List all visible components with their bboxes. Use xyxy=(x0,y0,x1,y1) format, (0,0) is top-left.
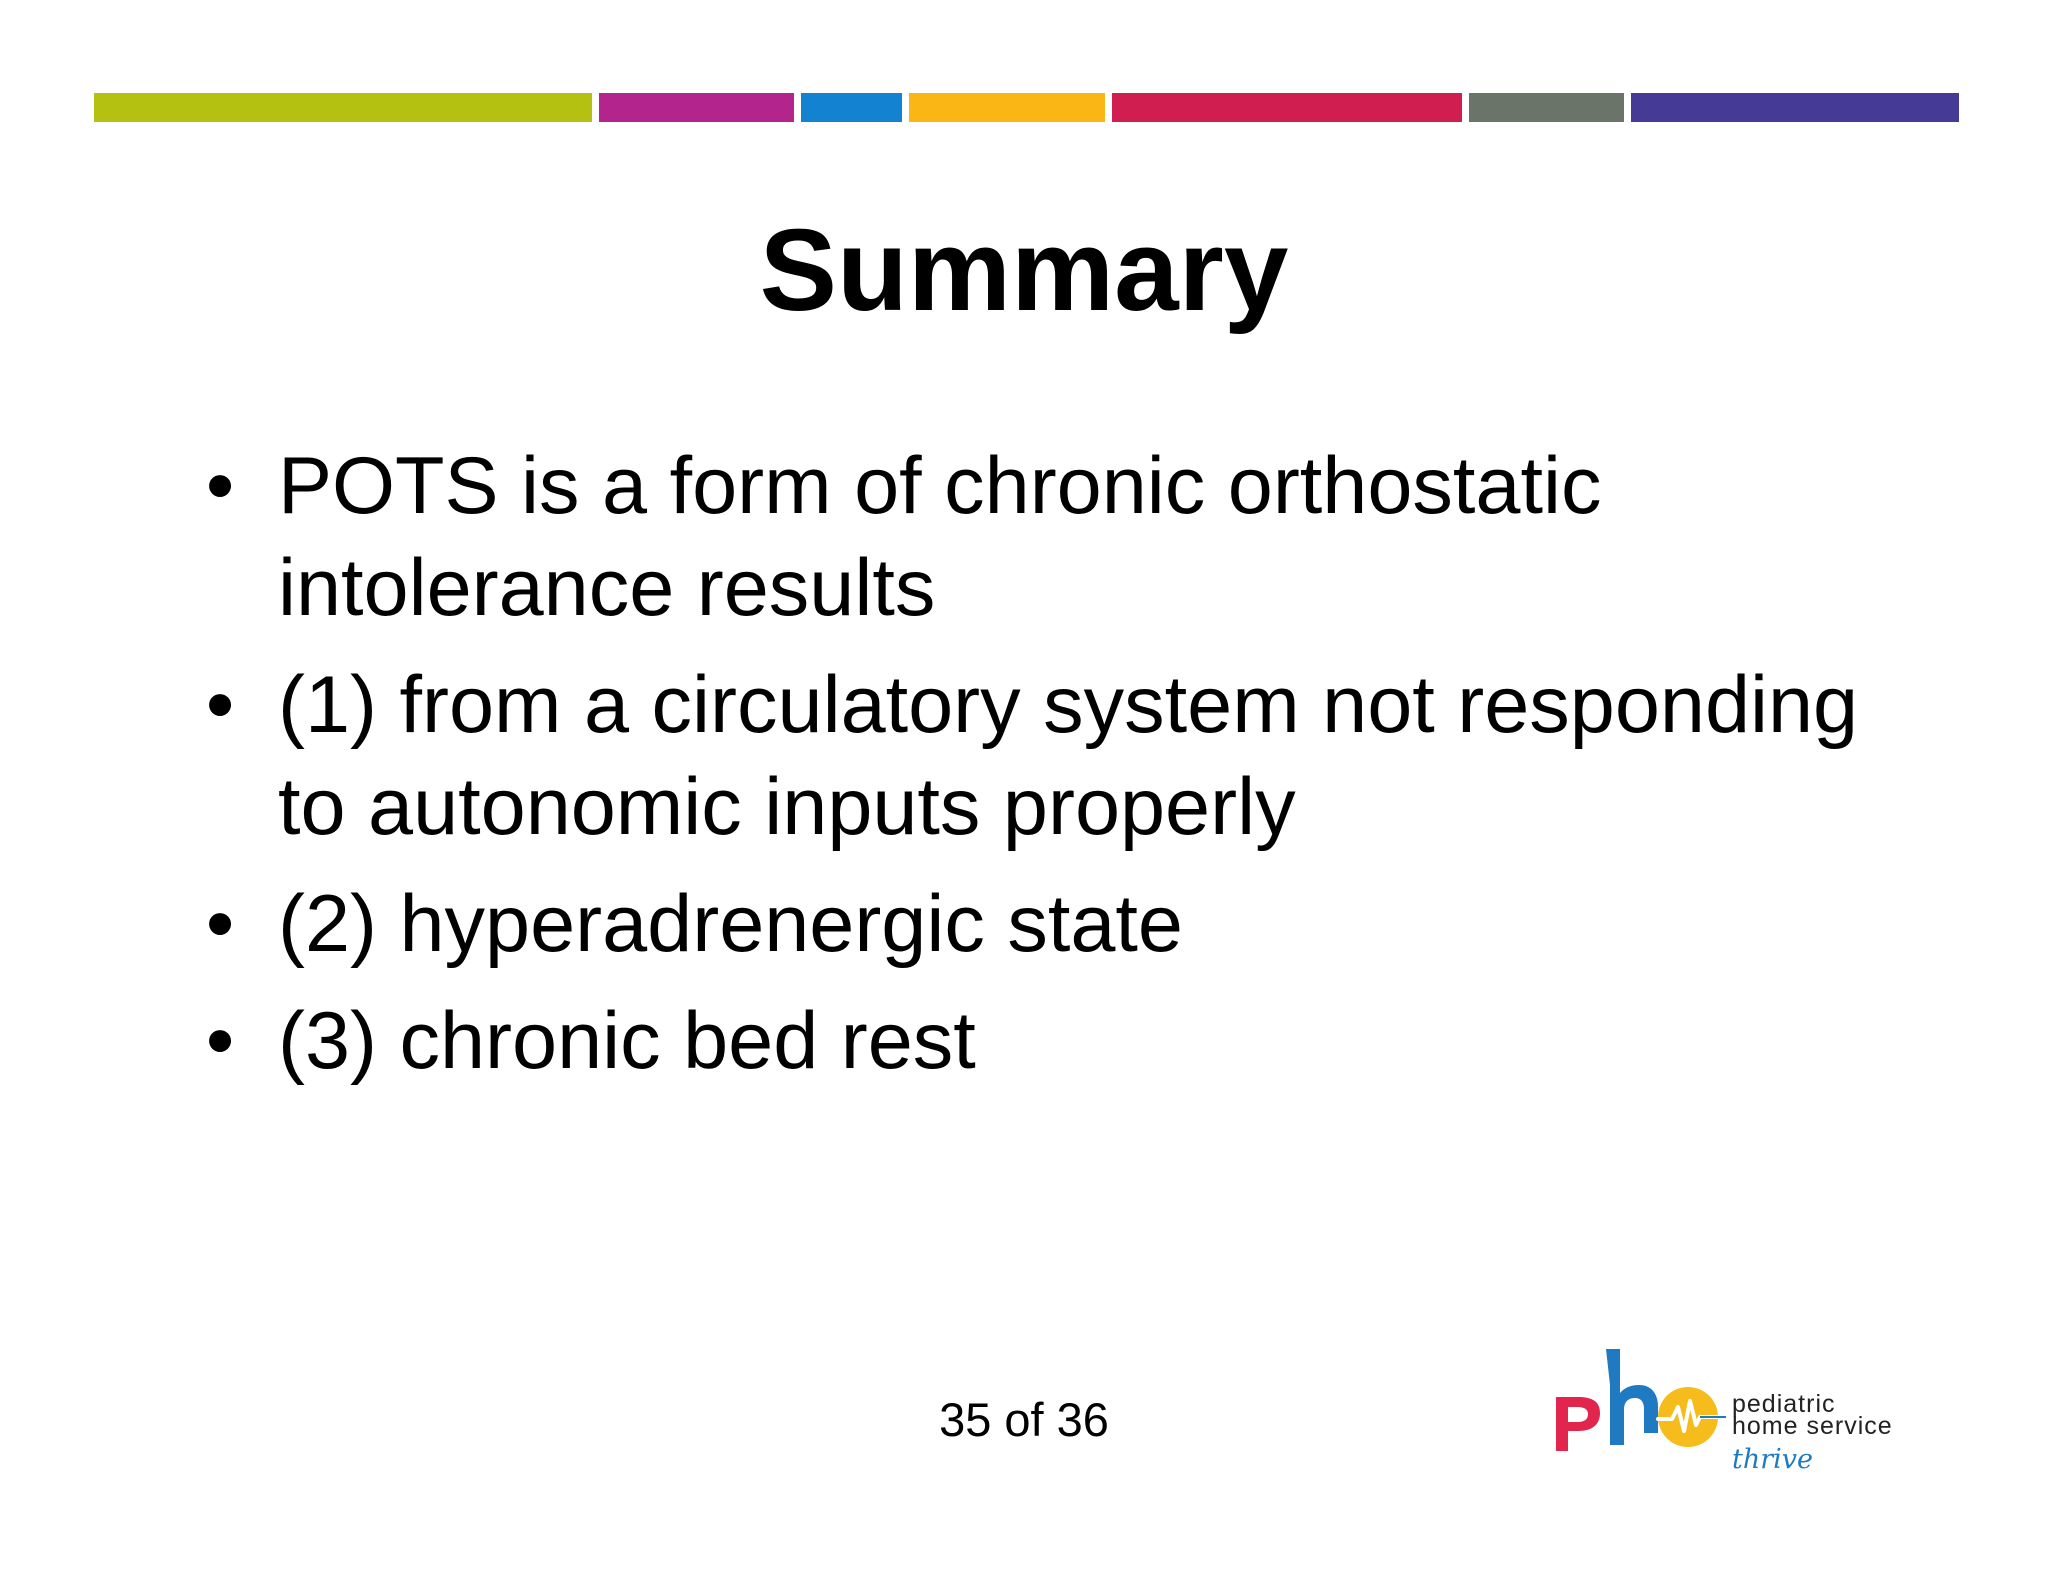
top-color-bar xyxy=(94,93,1959,122)
bullet-item xyxy=(200,873,1900,975)
bullet-dot: • xyxy=(205,879,235,969)
logo-tagline: thrive xyxy=(1732,1444,1814,1475)
bullet-item xyxy=(200,435,1900,639)
bullet-text: (1) from a circulatory system not responding to autonomic inputs properly xyxy=(278,660,1859,852)
bullet-item xyxy=(200,990,1900,1092)
bullet-dot: • xyxy=(205,996,235,1086)
bullet-dot: • xyxy=(205,441,235,531)
color-bar-segment xyxy=(1469,93,1624,122)
bullet-list xyxy=(200,435,1900,1107)
slide-title: Summary xyxy=(759,205,1289,335)
bullet-item xyxy=(200,654,1900,858)
color-bar-segment xyxy=(1631,93,1959,122)
color-bar-segment xyxy=(801,93,902,122)
logo-name-line2: home service xyxy=(1732,1412,1893,1440)
page-number: 35 of 36 xyxy=(939,1393,1109,1446)
phs-logo-mark-icon xyxy=(1550,1345,1730,1485)
logo-name xyxy=(1732,1390,1893,1440)
color-bar-segment xyxy=(599,93,794,122)
color-bar-segment xyxy=(94,93,592,122)
logo-name-line1: pediatric xyxy=(1732,1390,1836,1418)
bullet-text: (3) chronic bed rest xyxy=(278,996,976,1086)
color-bar-segment xyxy=(1112,93,1462,122)
bullet-text: POTS is a form of chronic orthostatic intolerance results xyxy=(278,441,1602,633)
company-logo xyxy=(1550,1345,1950,1485)
bullet-text: (2) hyperadrenergic state xyxy=(278,879,1183,969)
bullet-dot: • xyxy=(205,660,235,750)
color-bar-segment xyxy=(909,93,1105,122)
